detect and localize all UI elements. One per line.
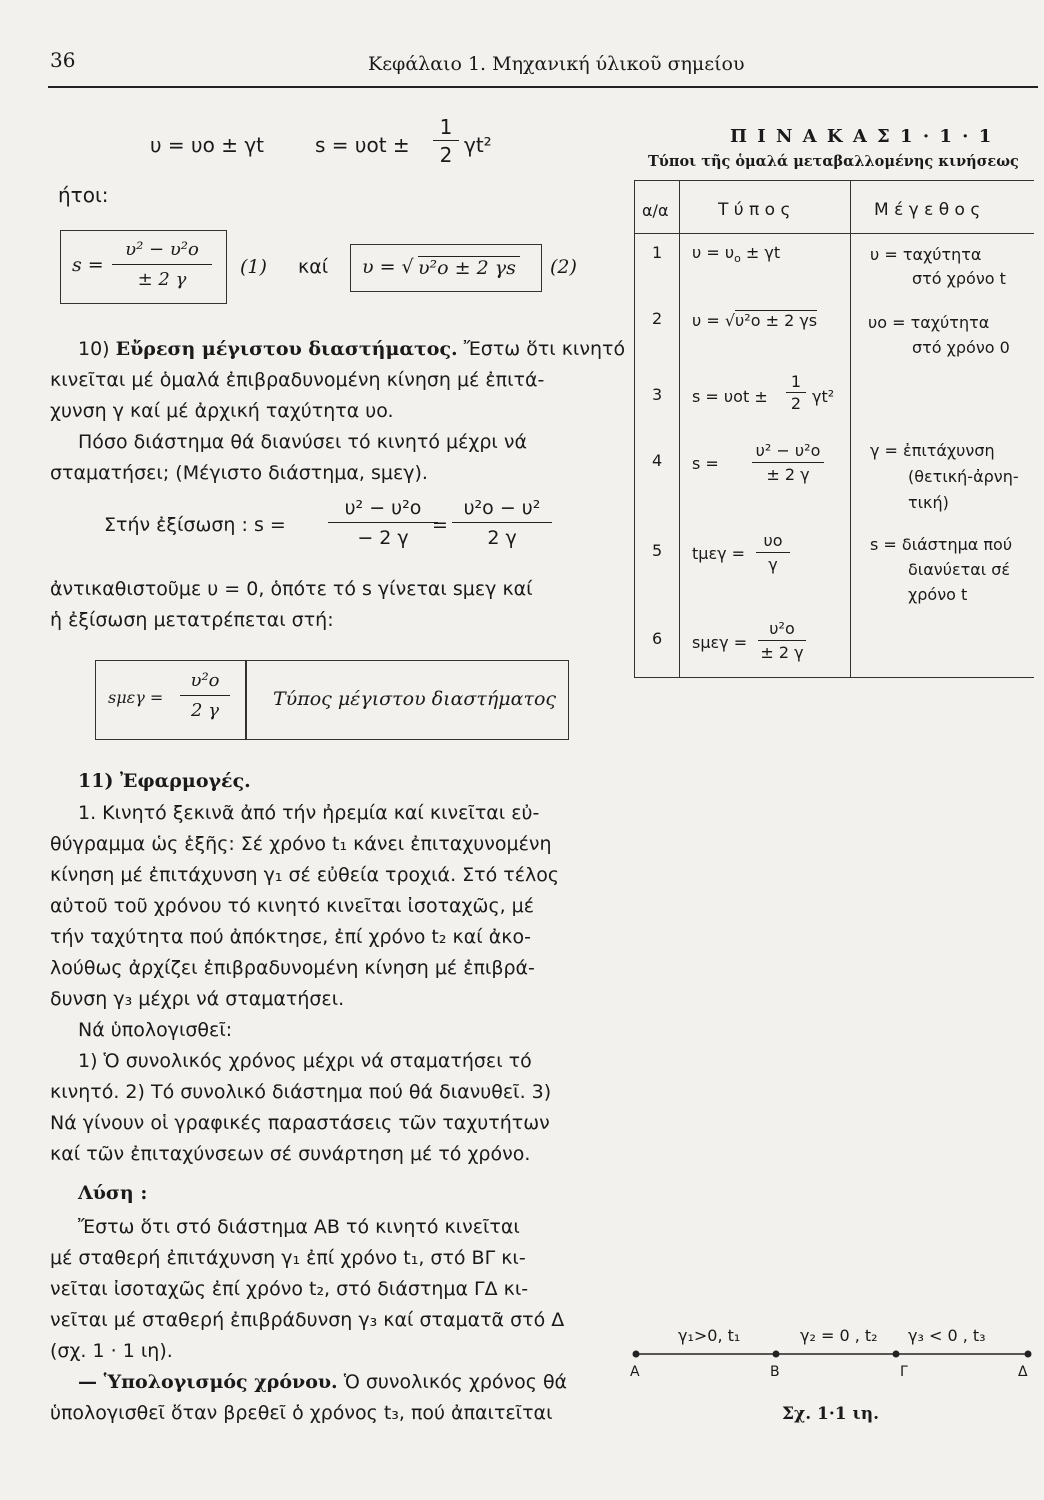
solution-line-1: μέ σταθερή ἐπιτάχυνση γ₁ ἐπί χρόνο t₁, στό ΒΓ κι- [50,1247,526,1269]
table-bottom-rule [634,677,1034,678]
eq-num1: υ² − υ²o [328,494,438,523]
frac-num: 1 [433,114,459,141]
box2-tag: (2) [550,256,577,278]
r1-b: o [734,252,741,266]
table-subtitle: Τύποι τῆς ὁμαλά μεταβαλλομένης κινήσεως [648,153,1019,170]
r1-a: υ = υ [692,243,735,262]
table-col-type: Τ ύ π ο ς [718,200,791,220]
section11-line-6: δυνση γ₃ μέχρι νά σταματήσει. [50,988,345,1010]
section11-line-9: κινητό. 2) Τό συνολικό διάστημα πού θά διανυθεῖ. 3) [50,1081,552,1103]
section11-line-8: 1) Ὁ συνολικός χρόνος μέχρι νά σταματήσει τό [78,1050,532,1072]
table-col2-divider [850,180,851,678]
frac-den: 2 [439,143,453,167]
table-left-border [634,180,635,678]
box-lhs: sμεγ = [108,688,164,707]
eq-den2: 2 γ [487,527,517,549]
table-row-4-fraction [752,440,824,487]
section10-p2-line2: σταματήσει; (Μέγιστο διάστημα, sμεγ). [50,462,428,484]
section11-line-4: τήν ταχύτητα πού ἀπόκτησε, ἐπί χρόνο t₂ καί ἀκο- [50,926,531,948]
section11-line-7: Νά ὑπολογισθεῖ: [78,1019,233,1041]
point-g-dot [893,1351,900,1358]
table-col-aa: α/α [642,201,669,220]
point-d-dot [1025,1351,1032,1358]
trajectory-line [628,1340,1038,1370]
meaning-3a: γ = ἐπιτάχυνση [870,441,995,460]
section11-line-11: καί τῶν ἐπιταχύνσεων σέ συνάρτηση μέ τό χρόνο. [50,1143,531,1165]
eq-num2: υ²o − υ² [452,494,552,523]
solution-heading: Λύση : [78,1182,148,1204]
meaning-3c: τική) [908,493,949,512]
section10-num: 10) [78,338,110,360]
kai-word: καί [298,256,329,278]
meaning-2b: στό χρόνο 0 [912,338,1010,357]
equation-equals: = [432,514,448,536]
calc-heading: — Ὑπολογισμός χρόνου. [78,1371,338,1393]
meaning-1b: στό χρόνο t [912,269,1006,288]
table-row-2-formula [692,310,817,332]
box-num: υ²o [180,667,230,696]
formula-distance-fraction [433,114,459,169]
table-row-6-n: 6 [652,629,663,648]
table-row-6-formula-left: sμεγ = [692,633,748,652]
formula-velocity: υ = υo ± γt [150,133,265,157]
point-b-label: Β [770,1364,780,1380]
table-title: Π Ι Ν Α Κ Α Σ 1 · 1 · 1 [730,126,994,147]
box-description: Τύπος μέγιστου διαστήματος [273,688,557,710]
table-row-5-fraction [756,530,790,577]
meaning-2a: υo = ταχύτητα [868,313,990,332]
box1-fraction [112,236,212,295]
section11-heading: 11) Ἐφαρμογές. [78,770,251,792]
page-number: 36 [50,48,76,72]
table-header-rule [634,233,1034,234]
figure-label-1: γ₁>0, t₁ [678,1326,741,1345]
formula-distance-left: s = υot ± [315,133,410,157]
table-row-2-n: 2 [652,309,663,328]
r2-b: υ²o ± 2 γs [735,311,818,330]
r6-den: ± 2 γ [760,643,804,662]
box1-num: υ² − υ²o [112,236,212,265]
r5-den: γ [768,555,778,574]
r6-num: υ²o [758,618,806,641]
max-distance-box-divider [245,661,247,739]
table-row-6-fraction [758,618,806,665]
meaning-3b: (θετική-ἀρνη- [908,467,1019,486]
box2-radicand: υ²o ± 2 γs [418,256,520,279]
eq-den1: − 2 γ [357,527,409,549]
r4-den: ± 2 γ [766,465,810,484]
itoi-label: ήτοι: [58,183,109,207]
figure-label-3: γ₃ < 0 , t₃ [908,1326,986,1345]
table-col1-divider [679,180,680,678]
calc-rest: Ὁ συνολικός χρόνος θά [343,1371,568,1393]
r1-c: ± γt [740,243,781,262]
section11-line-1: θύγραμμα ὡς ἑξῆς: Σέ χρόνο t₁ κάνει ἐπιταχυνομένη [50,833,552,855]
table-row-3-formula-left: s = υot ± [692,387,768,406]
point-a-label: Α [630,1364,640,1380]
section11-line-2: κίνηση μέ ἐπιτάχυνση γ₁ σέ εὐθεία τροχιά. Στό τέλος [50,864,559,886]
header-rule [48,86,1038,88]
table-row-1-n: 1 [652,243,663,262]
section10-p3-line1: ἀντικαθιστοῦμε υ = 0, ὁπότε τό s γίνεται sμεγ καί [50,578,533,600]
section11-line-3: αὐτοῦ τοῦ χρόνου τό κινητό κινεῖται ἰσοταχῶς, μέ [50,895,535,917]
section11-line-10: Νά γίνουν οἱ γραφικές παραστάσεις τῶν ταχυτήτων [50,1112,550,1134]
point-g-label: Γ [900,1364,908,1380]
r5-num: υo [756,530,790,553]
table-row-3-n: 3 [652,385,663,404]
section11-line-0: 1. Κινητό ξεκινᾶ ἀπό τήν ἠρεμία καί κινεῖται εὐ- [78,802,540,824]
meaning-4c: χρόνο t [908,585,968,604]
table-row-4-n: 4 [652,451,663,470]
section11-line-5: λούθως ἀρχίζει ἐπιβραδυνομένη κίνηση μέ ἐπιβρά- [50,957,535,979]
meaning-4a: s = διάστημα πού [870,535,1013,554]
equation-label: Στήν ἐξίσωση : s = [104,514,286,536]
solution-line-4: (σχ. 1 · 1 ιη). [50,1340,173,1362]
figure-caption: Σχ. 1·1 ιη. [782,1404,880,1424]
box1-den: ± 2 γ [137,269,187,290]
r3-num: 1 [786,372,806,393]
box2-lhs: υ = √ [362,256,414,278]
box-fraction [180,667,230,726]
table-col-size: Μ έ γ ε θ ο ς [874,200,981,220]
box1-tag: (1) [240,256,267,278]
section10-p1-rest: Ἔστω ὅτι κινητό [463,338,626,360]
calc-line2: ὑπολογισθεῖ ὅταν βρεθεῖ ὁ χρόνος t₃, πού ἀπαιτεῖται [50,1402,553,1424]
table-row-1-formula [692,242,780,270]
table-row-5-n: 5 [652,541,663,560]
meaning-1a: υ = ταχύτητα [870,245,982,264]
section10-p2-line1: Πόσο διάστημα θά διανύσει τό κινητό μέχρι νά [78,431,528,453]
equation-fraction-1 [328,494,438,553]
table-top-rule [634,180,1034,181]
solution-line-2: νεῖται ἰσοταχῶς ἐπί χρόνο t₂, στό διάστημα ΓΔ κι- [50,1278,529,1300]
meaning-4b: διανύεται σέ [908,560,1011,579]
point-d-label: Δ [1018,1364,1028,1380]
table-row-3-fraction [786,372,806,415]
r4-num: υ² − υ²o [752,440,824,463]
equation-fraction-2 [452,494,552,553]
box1-lhs: s = [72,254,104,276]
running-title: Κεφάλαιο 1. Μηχανική ύλικοῦ σημείου [368,53,745,75]
r3-den: 2 [790,394,802,413]
section10-heading: Εὔρεση μέγιστου διαστήματος. [115,338,458,360]
section10-p1-line3: χυνση γ καί μέ ἀρχική ταχύτητα υo. [50,400,394,422]
table-row-4-formula-left: s = [692,454,719,473]
section10-p1-line2: κινεῖται μέ ὁμαλά ἐπιβραδυνομένη κίνηση μέ ἐπιτά- [50,369,545,391]
solution-line-0: Ἔστω ὅτι στό διάστημα ΑΒ τό κινητό κινεῖται [78,1216,520,1238]
box-den: 2 γ [191,700,219,721]
table-row-3-formula-right: γt² [812,387,835,406]
point-a-dot [633,1351,640,1358]
solution-line-3: νεῖται μέ σταθερή ἐπιβράδυνση γ₃ καί σταματᾶ στό Δ [50,1309,565,1331]
section10-p3-line2: ἡ ἐξίσωση μετατρέπεται στή: [50,609,334,631]
figure-label-2: γ₂ = 0 , t₂ [800,1326,878,1345]
r2-a: υ = √ [692,311,736,330]
table-row-5-formula-left: tμεγ = [692,544,746,563]
section10-line1 [78,334,625,365]
calc-line1 [78,1367,567,1398]
formula-distance-right: γt² [464,133,492,157]
point-b-dot [773,1351,780,1358]
